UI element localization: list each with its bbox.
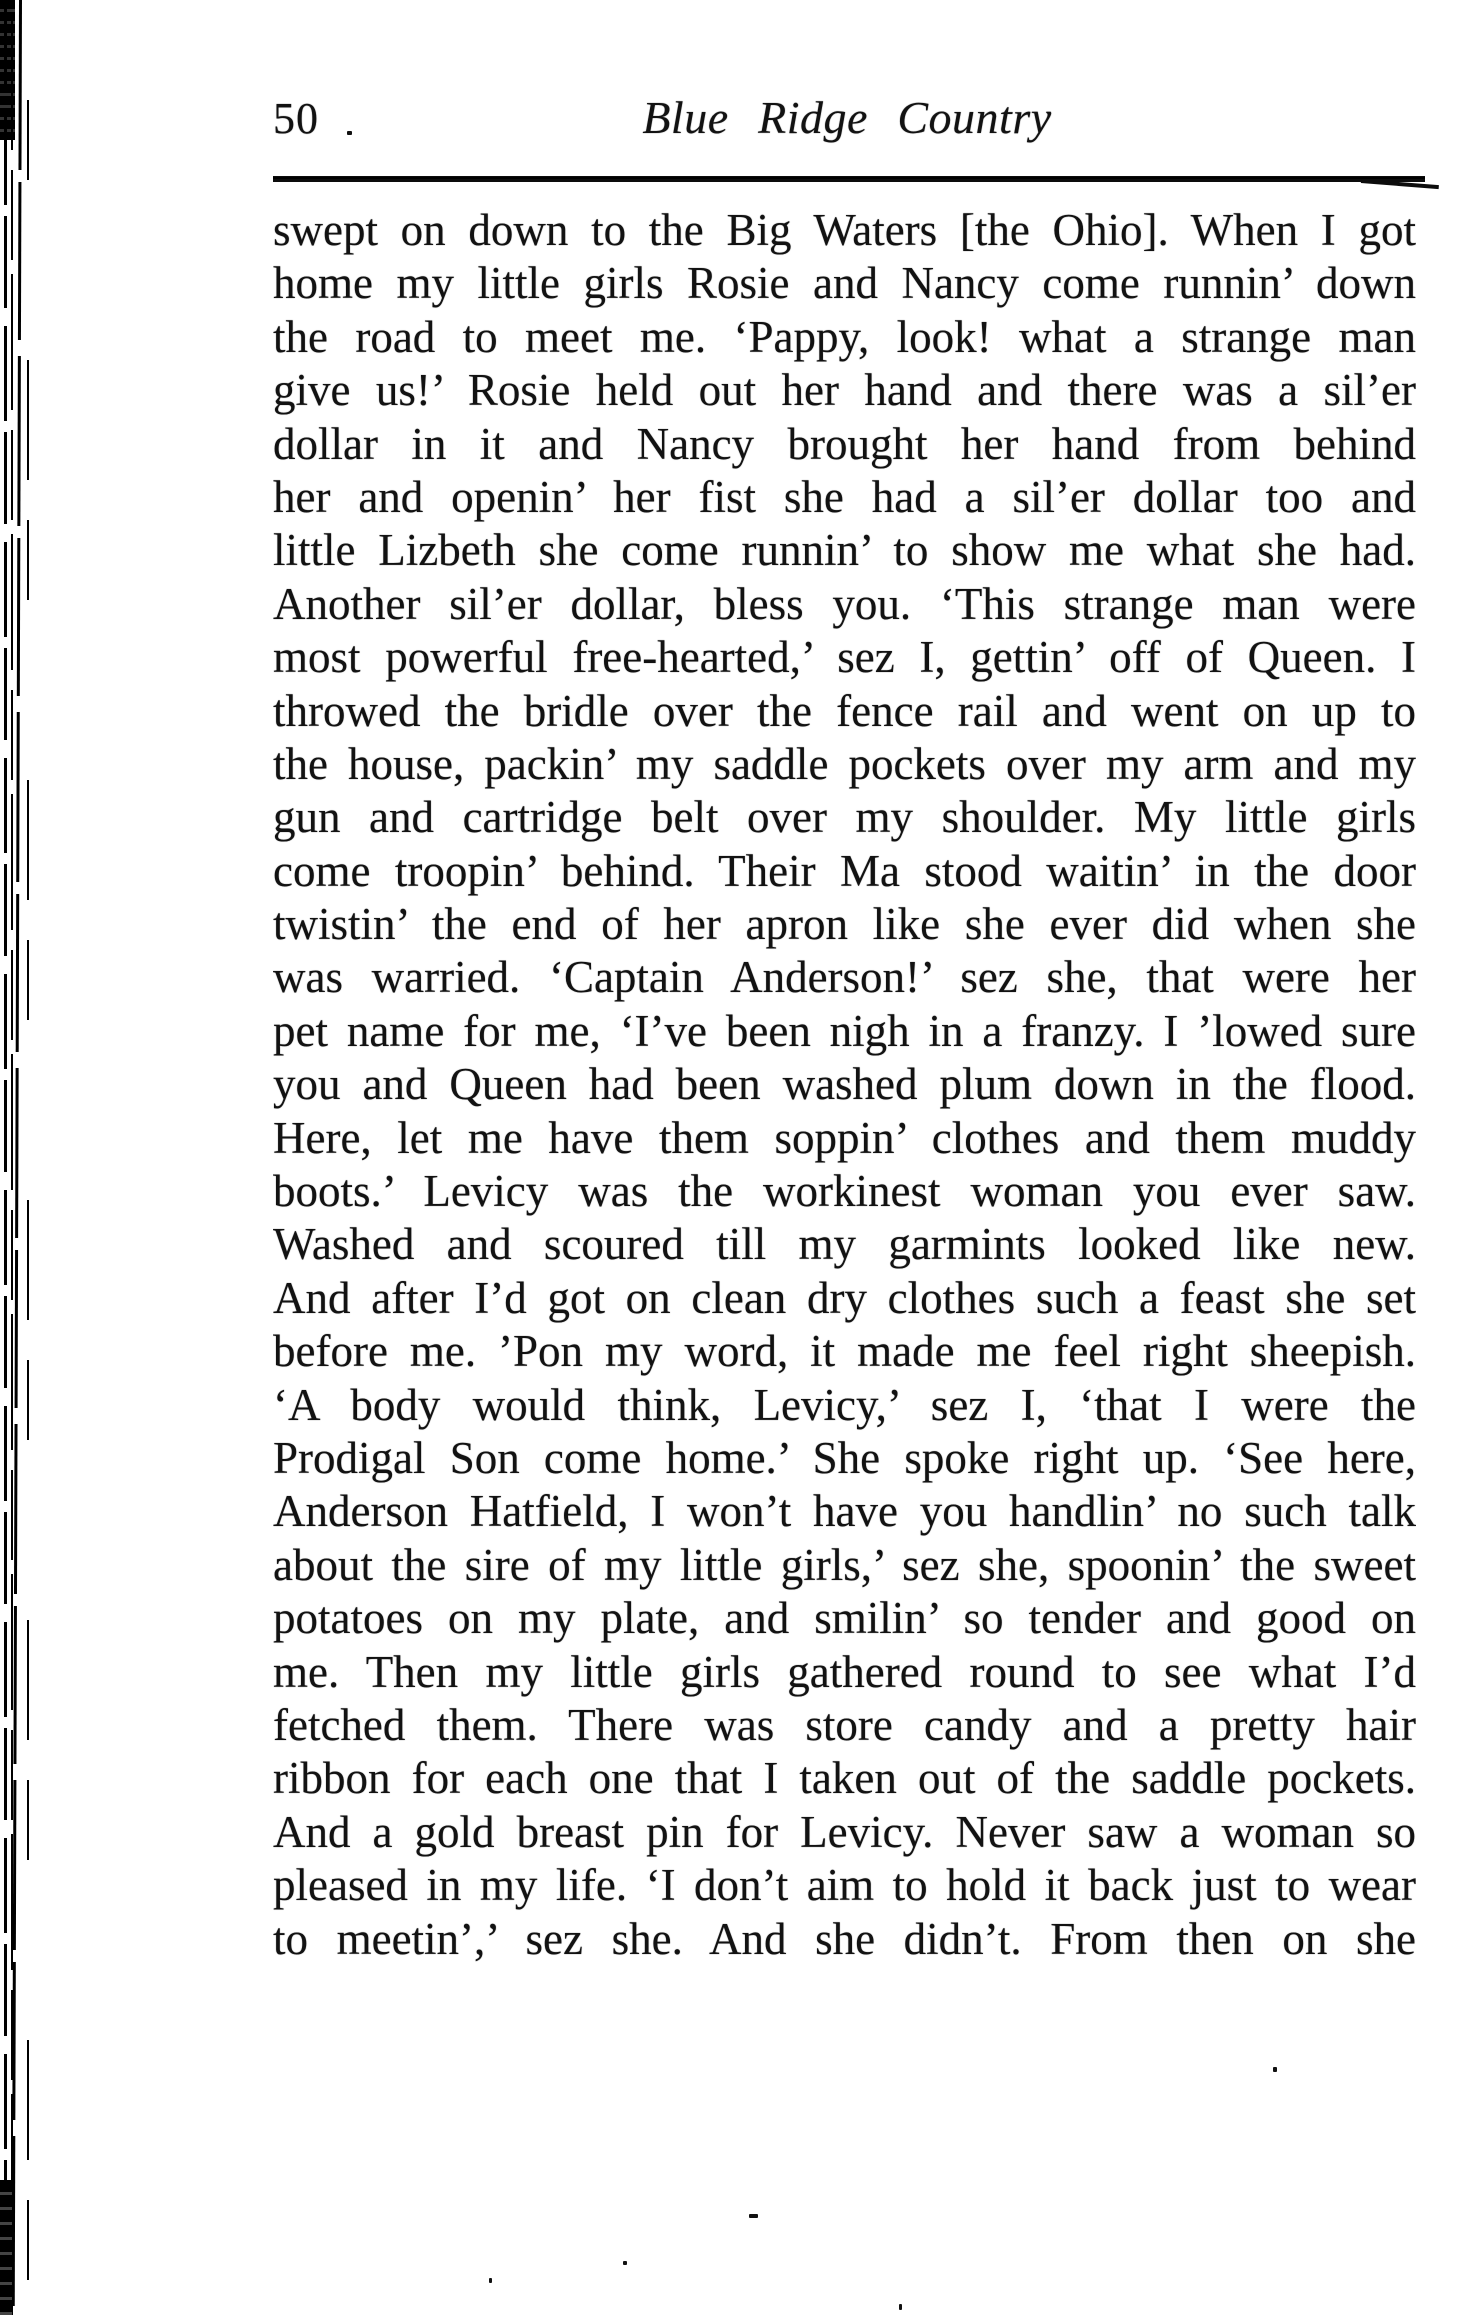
text-line: before me. ’Pon my word, it made me feel right sheepish. [273,1326,1416,1377]
text-line: home my little girls Rosie and Nancy come runnin’ down [273,258,1416,309]
text-line: Washed and scoured till my garmints looked like new. [273,1219,1416,1270]
text-line: potatoes on my plate, and smilin’ so tender and good on [273,1593,1416,1644]
text-line: twistin’ the end of her apron like she ever did when she [273,899,1416,950]
text-line: gun and cartridge belt over my shoulder. My little girls [273,792,1416,843]
text-line: come troopin’ behind. Their Ma stood waitin’ in the door [273,845,1416,896]
header-rule [273,176,1425,182]
text-line: pleased in my life. ‘I don’t aim to hold it back just to wear [273,1860,1416,1911]
page-body [273,204,1416,1966]
text-line: fetched them. There was store candy and a pretty hair [273,1699,1416,1750]
text-line: dollar in it and Nancy brought her hand from behind [273,418,1416,469]
text-line: throwed the bridle over the fence rail and went on up to [273,685,1416,736]
scan-speck [899,2304,902,2310]
text-line: Prodigal Son come home.’ She spoke right up. ‘See here, [273,1432,1416,1483]
text-line: you and Queen had been washed plum down in the flood. [273,1059,1416,1110]
scan-speck [623,2261,627,2265]
binding-line [12,0,22,2315]
scan-speck [489,2278,492,2283]
text-line: little Lizbeth she come runnin’ to show me what she had. [273,525,1416,576]
text-line: give us!’ Rosie held out her hand and there was a sil’er [273,365,1416,416]
text-line: And after I’d got on clean dry clothes such a feast she set [273,1272,1416,1323]
binding-line [4,0,7,2315]
running-title: Blue Ridge Country [642,92,1052,143]
text-line: boots.’ Levicy was the workinest woman you ever saw. [273,1166,1416,1217]
scan-speck [1273,2067,1277,2072]
text-line: the road to meet me. ‘Pappy, look! what a strange man [273,311,1416,362]
text-line: to meetin’,’ sez she. And she didn’t. From then on she [273,1913,1416,1964]
binding-line [27,60,29,2315]
text-line: most powerful free-hearted,’ sez I, gettin’ off of Queen. I [273,632,1416,683]
text-line: the house, packin’ my saddle pockets over my arm and my [273,738,1416,789]
text-line: Here, let me have them soppin’ clothes and them muddy [273,1112,1416,1163]
text-line: And a gold breast pin for Levicy. Never saw a woman so [273,1806,1416,1857]
page-number: 50 [273,94,319,143]
scan-speck [347,131,352,135]
scan-speck [749,2214,758,2218]
text-line: her and openin’ her fist she had a sil’er dollar too and [273,471,1416,522]
text-line: swept on down to the Big Waters [the Ohio]. When I got [273,205,1416,255]
text-line: me. Then my little girls gathered round to see what I’d [273,1646,1416,1697]
text-line: Another sil’er dollar, bless you. ‘This strange man were [273,578,1416,629]
text-line: was warried. ‘Captain Anderson!’ sez she, that were her [273,952,1416,1003]
text-line: pet name for me, ‘I’ve been nigh in a franzy. I ’lowed sure [273,1005,1416,1056]
page-header [273,94,1421,146]
text-line: Anderson Hatfield, I won’t have you handlin’ no such talk [273,1486,1416,1537]
binding-scan-artifact [0,0,40,2315]
text-line: ribbon for each one that I taken out of the saddle pockets. [273,1753,1416,1804]
text-line: about the sire of my little girls,’ sez she, spoonin’ the sweet [273,1539,1416,1590]
binding-ink-blob-bottom [0,2180,12,2315]
text-line: ‘A body would think, Levicy,’ sez I, ‘that I were the [273,1379,1416,1430]
